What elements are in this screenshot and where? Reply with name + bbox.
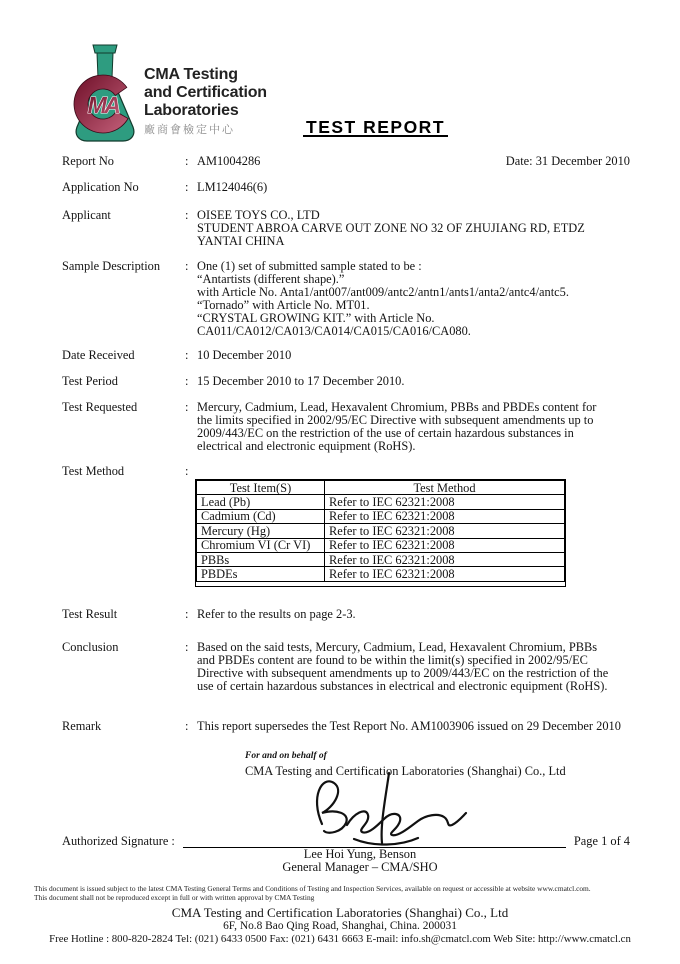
footer-company: CMA Testing and Certification Laboratories (Shanghai) Co., Ltd [171, 905, 509, 920]
colon: : [185, 154, 189, 168]
field-row-test-result [0, 608, 680, 621]
signature-company: CMA Testing and Certification Laboratories (Shanghai) Co., Ltd [245, 763, 566, 778]
text-line: use of certain hazardous substances in electrical and electronic equipment (RoHS). [197, 678, 608, 693]
test-requested-label: Test Requested [62, 400, 138, 414]
footer-address: 6F, No.8 Bao Qing Road, Shanghai, China. 200031 [223, 920, 457, 932]
footer-disclaimer-2: This document shall not be reproduced except in full or with written approval by CMA Testing [34, 893, 315, 902]
text-line: “Antartists (different shape).” [197, 272, 345, 286]
colon: : [185, 180, 189, 194]
test-period-value: 15 December 2010 to 17 December 2010. [197, 374, 405, 388]
applicant-label: Applicant [62, 208, 111, 222]
date-received-value: 10 December 2010 [197, 348, 292, 362]
colon: : [185, 606, 189, 621]
cell-item: PBDEs [197, 567, 325, 581]
field-row-report-no [0, 155, 680, 168]
field-row-applicant [0, 209, 680, 248]
cell-method: Refer to IEC 62321:2008 [325, 567, 565, 581]
text-line: Directive with subsequent amendments up to 2009/443/EC on the restriction of the [197, 665, 609, 680]
text-line: One (1) set of submitted sample stated to be : [197, 259, 422, 273]
colon: : [185, 374, 189, 388]
report-body [0, 155, 680, 878]
org-name-line3: Laboratories [144, 102, 239, 119]
text-line: electrical and electronic equipment (RoHS). [197, 439, 416, 453]
field-row-test-requested [0, 401, 680, 453]
report-no-label: Report No [62, 154, 114, 168]
org-name [144, 66, 267, 139]
field-row-sample-description [0, 260, 680, 338]
cell-item: Lead (Pb) [197, 495, 325, 509]
colon: : [185, 639, 189, 654]
cell-item: Chromium VI (Cr VI) [197, 538, 325, 552]
text-line: Mercury, Cadmium, Lead, Hexavalent Chromium, PBBs and PBDEs content for [197, 400, 597, 414]
on-behalf-text: For and on behalf of [245, 750, 327, 761]
page-number: Page 1 of 4 [573, 833, 630, 848]
conclusion-label: Conclusion [62, 639, 119, 654]
footer-contact: Free Hotline : 800-820-2824 Tel: (021) 6433 0500 Fax: (021) 6431 6663 E-mail: info.sh@cmatcl.com Web Site: http://www.cmatcl.cn [49, 933, 631, 945]
text-line: “CRYSTAL GROWING KIT.” with Article No. [197, 311, 435, 325]
col-header-test-item: Test Item(S) [197, 481, 325, 495]
date-received-label: Date Received [62, 348, 135, 362]
text-line: YANTAI CHINA [197, 234, 285, 248]
test-period-label: Test Period [62, 374, 118, 388]
table-row [197, 553, 565, 567]
sample-description-label: Sample Description [62, 259, 161, 273]
applicant-value [197, 209, 630, 248]
test-result-value: Refer to the results on page 2-3. [197, 606, 356, 621]
table-row [197, 509, 565, 523]
test-result-label: Test Result [62, 606, 118, 621]
field-row-test-period [0, 375, 680, 388]
text-line: with Article No. Anta1/ant007/ant009/antc2/antn1/ants1/anta2/antc4/antc5. [197, 285, 569, 299]
test-method-table [195, 479, 566, 587]
col-header-test-method: Test Method [325, 481, 565, 495]
application-no-label: Application No [62, 180, 139, 194]
footer-disclaimer-1: This document is issued subject to the latest CMA Testing General Terms and Conditions of Testing and Inspection Services, available on request or accessible at website www.cmatcl.com. [34, 884, 591, 893]
signature-line [183, 835, 566, 848]
colon: : [185, 718, 189, 733]
svg-text:MA: MA [87, 92, 119, 118]
text-line: “Tornado” with Article No. MT01. [197, 298, 370, 312]
table-row [197, 495, 565, 509]
page-title: TEST REPORT [303, 121, 448, 137]
text-line: Based on the said tests, Mercury, Cadmium, Lead, Hexavalent Chromium, PBBs [197, 639, 598, 654]
report-date: Date: 31 December 2010 [505, 154, 630, 168]
text-line: and PBDEs content are found to be within the limit(s) specified in 2002/95/EC [197, 652, 588, 667]
text-line: STUDENT ABROA CARVE OUT ZONE NO 32 OF ZHUJIANG RD, ETDZ [197, 221, 585, 235]
signatory-name: Lee Hoi Yung, Benson [303, 846, 417, 861]
application-no-value: LM124046(6) [197, 180, 268, 194]
field-row-test-method [0, 465, 680, 478]
remark-value: This report supersedes the Test Report No. AM1003906 issued on 29 December 2010 [197, 718, 621, 733]
cell-item: PBBs [197, 553, 325, 567]
remark-label: Remark [62, 718, 102, 733]
conclusion-value [197, 641, 630, 693]
org-name-line1: CMA Testing [144, 66, 238, 83]
org-name-chinese: 廠商會檢定中心 [144, 124, 235, 136]
colon: : [185, 259, 189, 273]
colon: : [185, 208, 189, 222]
text-line: CA011/CA012/CA013/CA014/CA015/CA016/CA080. [197, 324, 471, 338]
authorized-signature-row [62, 835, 630, 848]
authorized-signature-label: Authorized Signature : [62, 833, 175, 848]
cell-method: Refer to IEC 62321:2008 [325, 509, 565, 523]
signature-block [0, 751, 680, 878]
field-row-date-received [0, 349, 680, 362]
sample-description-value [197, 260, 630, 338]
table-row [197, 538, 565, 552]
cma-logo-icon [62, 44, 144, 150]
cell-item: Mercury (Hg) [197, 524, 325, 538]
colon: : [185, 464, 189, 478]
report-no-value: AM1004286 [197, 154, 261, 168]
org-name-line2: and Certification [144, 84, 267, 101]
colon: : [185, 400, 189, 414]
test-method-label: Test Method [62, 464, 125, 478]
page-footer [0, 884, 680, 946]
text-line: the limits specified in 2002/95/EC Directive with subsequent amendments up to [197, 413, 594, 427]
table-row [197, 567, 565, 581]
cell-item: Cadmium (Cd) [197, 509, 325, 523]
cell-method: Refer to IEC 62321:2008 [325, 495, 565, 509]
text-line: 2009/443/EC on the restriction of the use of certain hazardous substances in [197, 426, 574, 440]
table-header-row [197, 481, 565, 495]
signatory-title: General Manager – CMA/SHO [282, 859, 438, 874]
field-row-application-no [0, 181, 680, 194]
colon: : [185, 348, 189, 362]
field-row-remark [0, 720, 680, 733]
text-line: OISEE TOYS CO., LTD [197, 208, 320, 222]
cell-method: Refer to IEC 62321:2008 [325, 524, 565, 538]
table-row [197, 524, 565, 538]
cell-method: Refer to IEC 62321:2008 [325, 538, 565, 552]
cell-method: Refer to IEC 62321:2008 [325, 553, 565, 567]
field-row-conclusion [0, 641, 680, 693]
test-requested-value [197, 401, 630, 453]
